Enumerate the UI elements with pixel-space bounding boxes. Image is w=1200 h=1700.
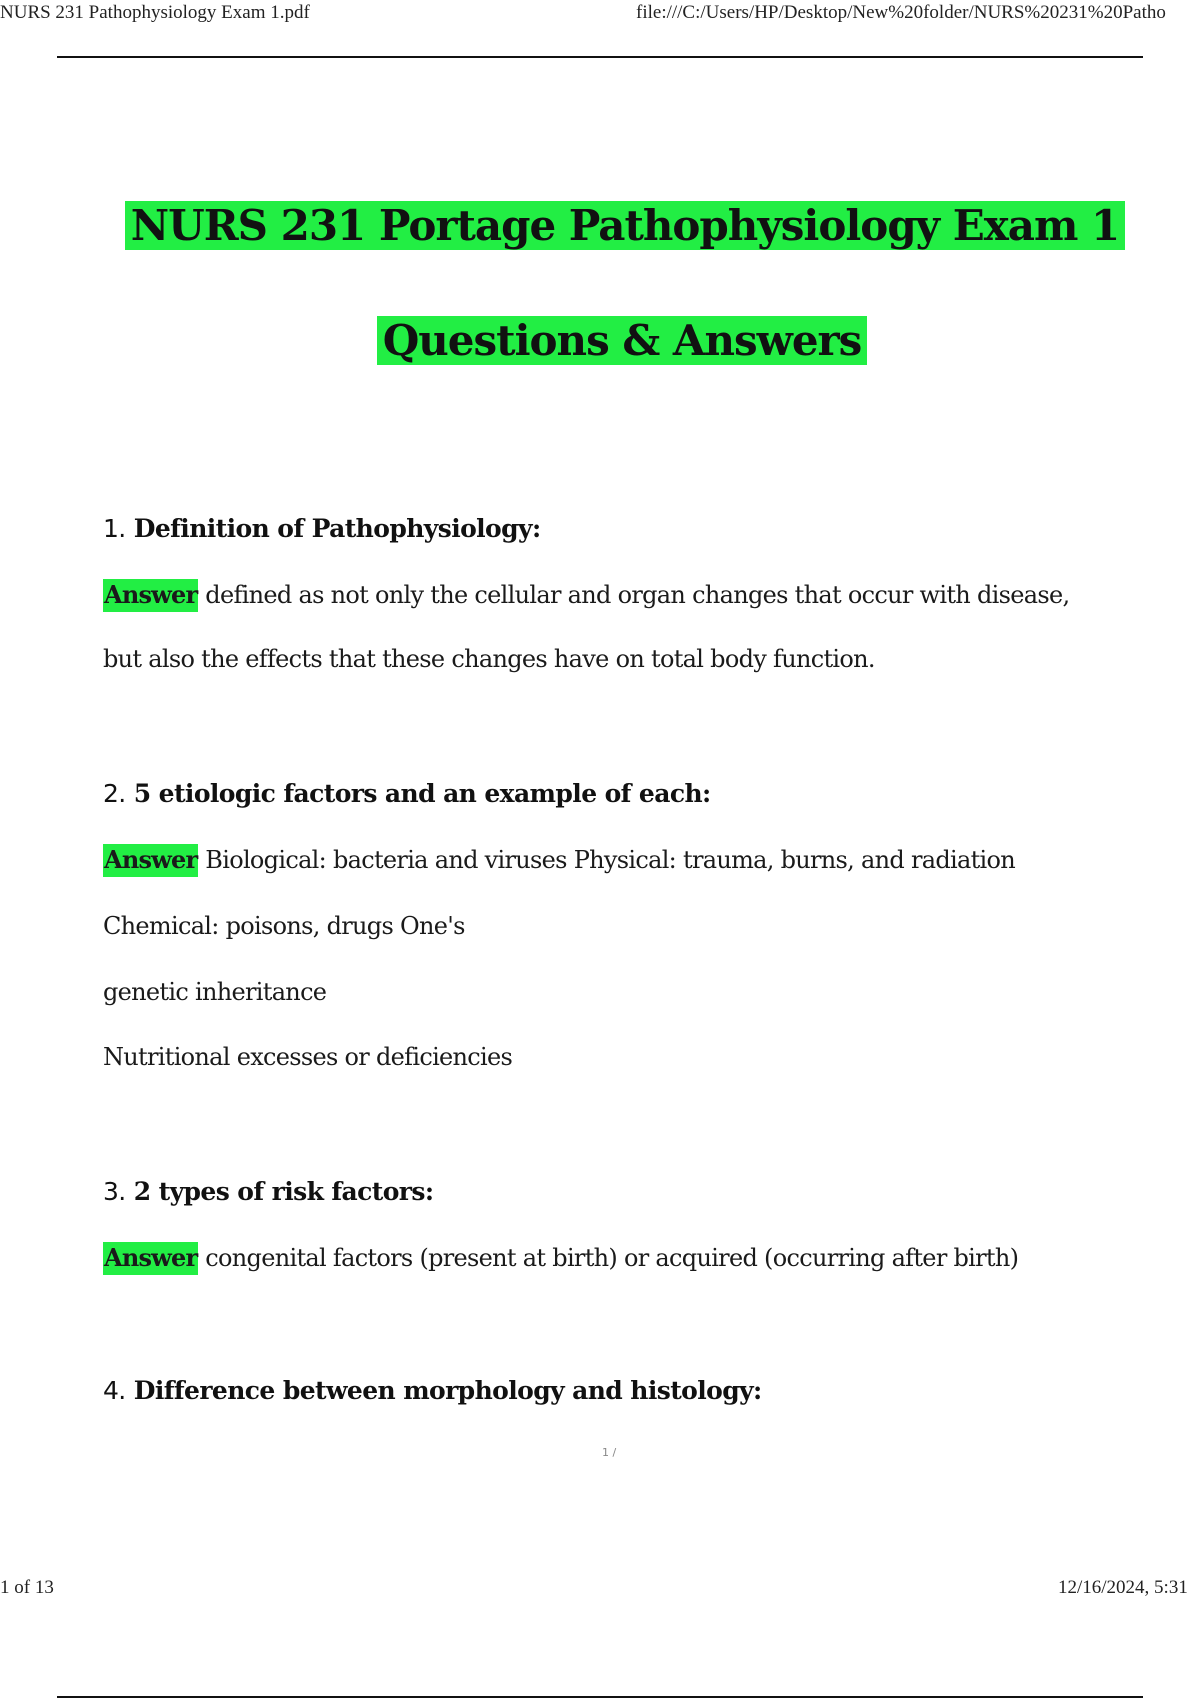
answer-label: Answer [103, 1242, 198, 1275]
answer-2-line-2: Chemical: poisons, drugs One's [103, 912, 465, 940]
question-number: 3. [103, 1177, 126, 1206]
question-3 [103, 1177, 433, 1206]
print-footer-page-count: 1 of 13 [0, 1577, 54, 1598]
answer-text: congenital factors (present at birth) or acquired (occurring after birth) [205, 1244, 1019, 1272]
answer-2-line-1 [103, 845, 1015, 874]
document-title-line-1: NURS 231 Portage Pathophysiology Exam 1 [125, 201, 1126, 250]
question-text: Definition of Pathophysiology: [133, 514, 541, 543]
question-4 [103, 1376, 762, 1405]
print-header-title: NURS 231 Pathophysiology Exam 1.pdf [0, 2, 310, 23]
header-divider [57, 56, 1143, 58]
answer-label: Answer [103, 579, 198, 612]
answer-text: defined as not only the cellular and organ changes that occur with disease, [205, 581, 1070, 609]
footer-divider [57, 1696, 1143, 1698]
question-number: 4. [103, 1376, 126, 1405]
document-title [0, 197, 1200, 255]
answer-text: Biological: bacteria and viruses Physical: trauma, burns, and radiation [205, 846, 1016, 874]
document-subtitle [0, 312, 1200, 370]
question-text: Difference between morphology and histology: [133, 1376, 762, 1405]
question-text: 2 types of risk factors: [133, 1177, 434, 1206]
answer-2-line-3: genetic inheritance [103, 978, 327, 1006]
answer-1-line-2: but also the effects that these changes have on total body function. [103, 645, 875, 673]
print-header-file-path: file:///C:/Users/HP/Desktop/New%20folder/NURS%20231%20Patho [636, 2, 1166, 23]
question-number: 2. [103, 779, 126, 808]
answer-2-line-4: Nutritional excesses or deficiencies [103, 1043, 513, 1071]
print-footer-timestamp: 12/16/2024, 5:31 [1058, 1577, 1188, 1598]
answer-1-line-1 [103, 580, 1069, 609]
question-1 [103, 514, 541, 543]
page-marker: 1 / [602, 1446, 617, 1459]
answer-label: Answer [103, 844, 198, 877]
answer-3-line-1 [103, 1243, 1018, 1272]
question-number: 1. [103, 514, 126, 543]
question-2 [103, 779, 711, 808]
question-text: 5 etiologic factors and an example of each: [133, 779, 711, 808]
document-title-line-2: Questions & Answers [377, 316, 868, 365]
